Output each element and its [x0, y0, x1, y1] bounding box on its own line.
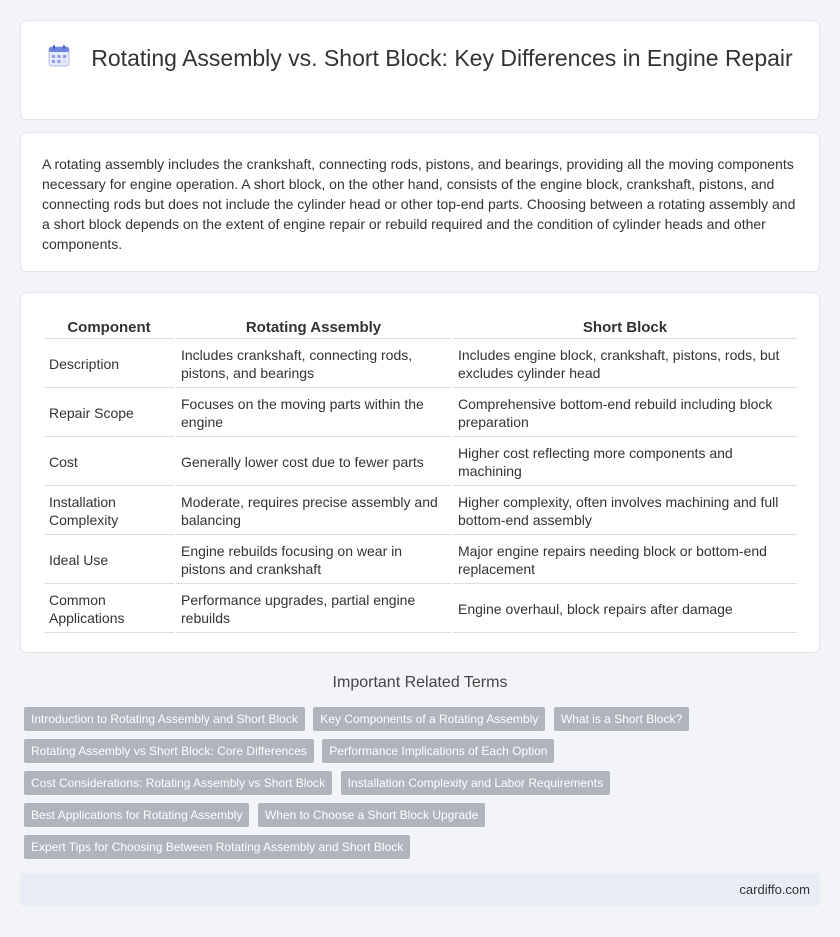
related-term-tag[interactable]: Best Applications for Rotating Assembly	[24, 803, 249, 827]
row-label: Common Applications	[44, 586, 174, 633]
footer-site-name[interactable]: cardiffo.com	[739, 882, 810, 897]
related-term-tag[interactable]: When to Choose a Short Block Upgrade	[258, 803, 485, 827]
rotating-assembly-cell: Engine rebuilds focusing on wear in pistons and crankshaft	[176, 537, 451, 584]
short-block-cell: Engine overhaul, block repairs after damage	[453, 586, 797, 633]
intro-paragraph: A rotating assembly includes the crankshaft, connecting rods, pistons, and bearings, providing all the moving components necessary for engine operation. A short block, on the other hand, consists of the engine block, crankshaft, pistons, and connecting rods but does not include the cylinder head or other top-end parts. Choosing between a rotating assembly and a short block depends on the extent of engine repair or rebuild required and the condition of cylinder heads and other components.	[42, 156, 796, 252]
page-title: Rotating Assembly vs. Short Block: Key Differences in Engine Repair	[91, 45, 793, 71]
related-terms-list	[24, 707, 724, 867]
intro-card	[20, 132, 820, 272]
table-row	[44, 341, 797, 388]
short-block-cell: Higher complexity, often involves machining and full bottom-end assembly	[453, 488, 797, 535]
related-term-tag[interactable]: Expert Tips for Choosing Between Rotating Assembly and Short Block	[24, 835, 410, 859]
tag-row	[24, 739, 724, 771]
related-term-tag[interactable]: Rotating Assembly vs Short Block: Core Differences	[24, 739, 314, 763]
row-label: Ideal Use	[44, 537, 174, 584]
row-label: Cost	[44, 439, 174, 486]
table-row	[44, 439, 797, 486]
related-term-tag[interactable]: Installation Complexity and Labor Requirements	[341, 771, 610, 795]
short-block-cell: Includes engine block, crankshaft, pistons, rods, but excludes cylinder head	[453, 341, 797, 388]
comparison-card	[20, 292, 820, 653]
table-row	[44, 390, 797, 437]
table-row	[44, 537, 797, 584]
short-block-cell: Comprehensive bottom-end rebuild including block preparation	[453, 390, 797, 437]
tag-row	[24, 835, 724, 867]
table-header-row	[44, 317, 797, 339]
tag-row	[24, 707, 724, 739]
table-row	[44, 488, 797, 535]
column-header-short-block: Short Block	[453, 317, 797, 339]
comparison-table	[42, 315, 799, 635]
row-label: Description	[44, 341, 174, 388]
table-row	[44, 586, 797, 633]
calendar-icon	[47, 44, 71, 68]
rotating-assembly-cell: Performance upgrades, partial engine rebuilds	[176, 586, 451, 633]
tag-row	[24, 803, 724, 835]
column-header-rotating-assembly: Rotating Assembly	[176, 317, 451, 339]
header	[21, 44, 819, 73]
related-term-tag[interactable]: Cost Considerations: Rotating Assembly vs Short Block	[24, 771, 332, 795]
related-terms-heading: Important Related Terms	[332, 674, 508, 691]
header-card	[20, 20, 820, 120]
column-header-component: Component	[44, 317, 174, 339]
rotating-assembly-cell: Includes crankshaft, connecting rods, pistons, and bearings	[176, 341, 451, 388]
rotating-assembly-cell: Moderate, requires precise assembly and balancing	[176, 488, 451, 535]
row-label: Installation Complexity	[44, 488, 174, 535]
short-block-cell: Major engine repairs needing block or bottom-end replacement	[453, 537, 797, 584]
rotating-assembly-cell: Focuses on the moving parts within the engine	[176, 390, 451, 437]
related-term-tag[interactable]: Key Components of a Rotating Assembly	[313, 707, 545, 731]
footer	[20, 873, 820, 906]
related-term-tag[interactable]: Introduction to Rotating Assembly and Short Block	[24, 707, 305, 731]
short-block-cell: Higher cost reflecting more components and machining	[453, 439, 797, 486]
tag-row	[24, 771, 724, 803]
rotating-assembly-cell: Generally lower cost due to fewer parts	[176, 439, 451, 486]
related-term-tag[interactable]: What is a Short Block?	[554, 707, 689, 731]
related-term-tag[interactable]: Performance Implications of Each Option	[322, 739, 554, 763]
row-label: Repair Scope	[44, 390, 174, 437]
